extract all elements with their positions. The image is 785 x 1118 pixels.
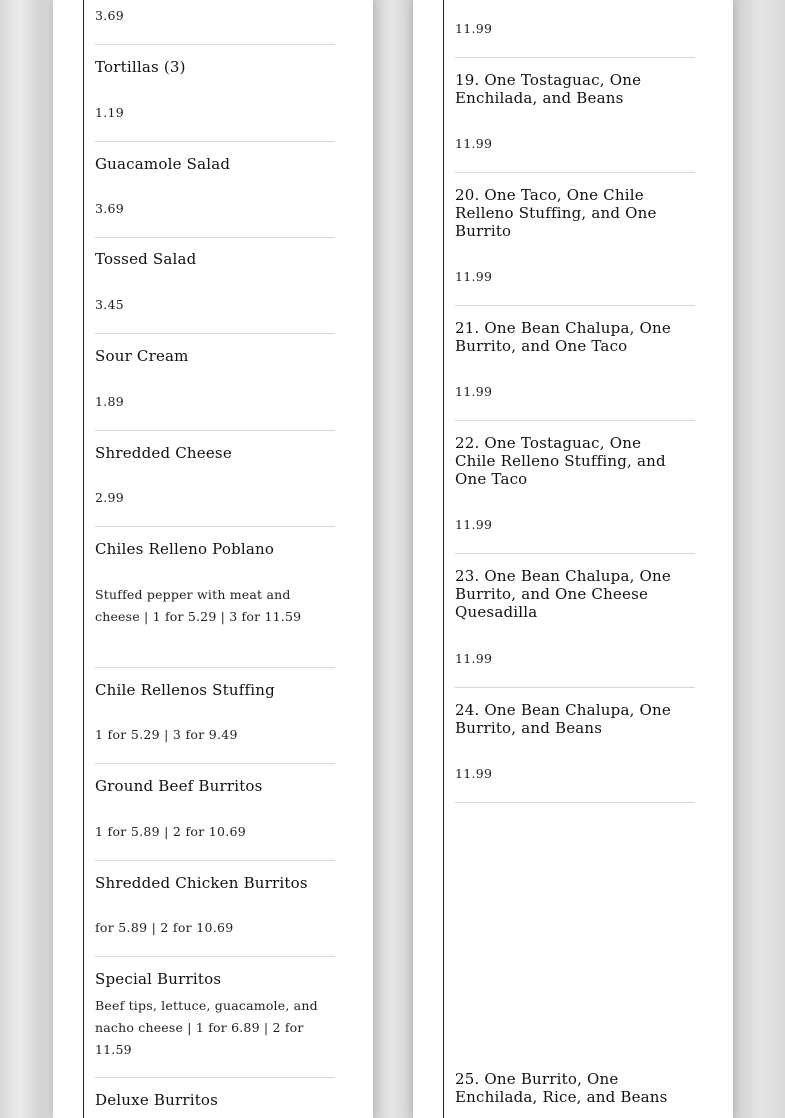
menu-item-description: Stuffed pepper with meat and cheese | 1 for 5.29 | 3 for 11.59: [95, 587, 302, 624]
menu-item: [455, 688, 695, 803]
menu-item-name: Shredded Cheese: [95, 444, 232, 462]
menu-item-price: 1.89: [95, 394, 125, 409]
menu-item: [455, 306, 695, 421]
menu-item-name: Tossed Salad: [95, 250, 197, 268]
menu-item: [95, 334, 335, 431]
menu-item: [95, 238, 335, 334]
menu-item-price: 11.99: [455, 651, 493, 666]
menu-item: [95, 45, 335, 142]
menu-item: [95, 142, 335, 238]
menu-item-name: Chile Rellenos Stuffing: [95, 681, 275, 699]
menu-item-price: 2.99: [95, 490, 125, 505]
menu-item-price: 1.19: [95, 105, 125, 120]
menu-item-name: 19. One Tostaguac, One Enchilada, and Beans: [455, 71, 642, 107]
menu-item-price: 11.99: [455, 136, 493, 151]
menu-item: [95, 0, 335, 45]
menu-item: [95, 1078, 335, 1118]
menu-item-name: 23. One Bean Chalupa, One Burrito, and One Cheese Quesadilla: [455, 567, 671, 621]
menu-item: [455, 58, 695, 173]
menu-item: [95, 764, 335, 861]
menu-item-price: 1 for 5.89 | 2 for 10.69: [95, 824, 247, 839]
menu-item-name: 24. One Bean Chalupa, One Burrito, and Beans: [455, 701, 671, 737]
menu-item-name: 21. One Bean Chalupa, One Burrito, and One Taco: [455, 319, 671, 355]
menu-item-name: Tortillas (3): [95, 58, 186, 76]
menu-item: [455, 1057, 695, 1118]
menu-item: [95, 668, 335, 764]
menu-item-price: 11.99: [455, 269, 493, 284]
menu-item-name: 25. One Burrito, One Enchilada, Rice, and Beans: [455, 1070, 668, 1106]
menu-item-name: Deluxe Burritos: [95, 1091, 219, 1109]
menu-item-price: 3.45: [95, 297, 125, 312]
menu-item: [455, 173, 695, 306]
menu-item: [455, 0, 695, 58]
menu-item-price: 11.99: [455, 21, 493, 36]
menu-item-price: 11.99: [455, 766, 493, 781]
menu-item: [455, 421, 695, 554]
menu-item-name: Sour Cream: [95, 347, 189, 365]
menu-item: [455, 554, 695, 688]
menu-item-name: Special Burritos: [95, 970, 222, 988]
right-menu-column: [443, 0, 695, 1118]
menu-item: [95, 861, 335, 957]
menu-item-price: 3.69: [95, 201, 125, 216]
menu-item-price: 1 for 5.29 | 3 for 9.49: [95, 727, 238, 742]
left-menu-column: [83, 0, 335, 1118]
menu-item-name: Shredded Chicken Burritos: [95, 874, 308, 892]
menu-item-name: Chiles Relleno Poblano: [95, 540, 275, 558]
menu-item: [95, 957, 335, 1078]
menu-item-name: 22. One Tostaguac, One Chile Relleno Stuffing, and One Taco: [455, 434, 666, 488]
menu-item-description: Beef tips, lettuce, guacamole, and nacho cheese | 1 for 6.89 | 2 for 11.59: [95, 998, 318, 1057]
menu-item-name: Ground Beef Burritos: [95, 777, 263, 795]
menu-item: [95, 527, 335, 668]
menu-item-price: 11.99: [455, 384, 493, 399]
menu-item-price: 3.69: [95, 8, 125, 23]
menu-item-price: 11.99: [455, 517, 493, 532]
menu-item-price: for 5.89 | 2 for 10.69: [95, 920, 234, 935]
menu-item-name: Guacamole Salad: [95, 155, 231, 173]
menu-item-name: 20. One Taco, One Chile Relleno Stuffing, and One Burrito: [455, 186, 657, 240]
menu-item: [95, 431, 335, 527]
